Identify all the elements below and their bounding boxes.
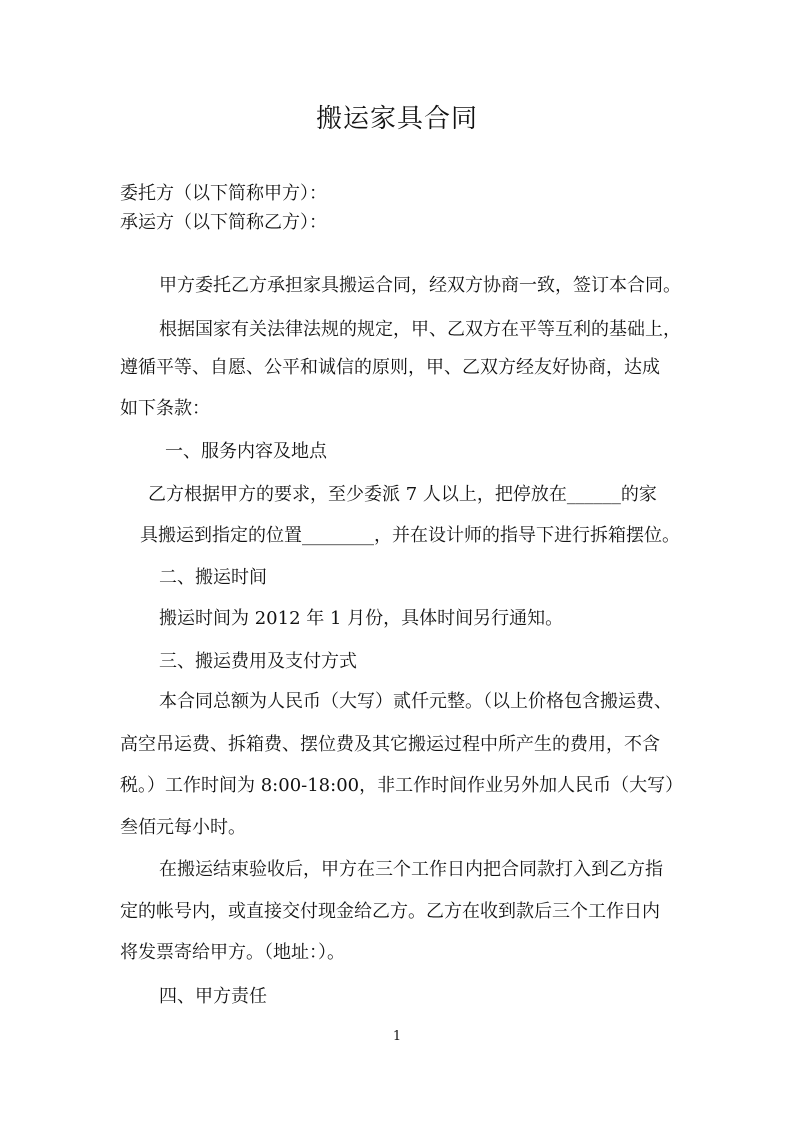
principle-paragraph-line-2: 遵循平等、自愿、公平和诚信的原则，甲、乙双方经友好协商，达成: [120, 357, 660, 378]
section-3-paragraph-2-line-1: 在搬运结束验收后，甲方在三个工作日内把合同款打入到乙方指: [159, 859, 663, 880]
carrier-party-line: 承运方（以下简称乙方）：: [120, 212, 327, 233]
section-3-heading: 三、搬运费用及支付方式: [159, 651, 357, 672]
section-1-heading: 一、服务内容及地点: [165, 441, 327, 462]
page-number: 1: [392, 1029, 402, 1044]
section-2-heading: 二、搬运时间: [159, 567, 267, 588]
principle-paragraph-line-1: 根据国家有关法律法规的规定，甲、乙双方在平等互利的基础上，: [159, 319, 681, 340]
principle-paragraph-line-3: 如下条款：: [120, 398, 210, 419]
section-1-paragraph-line-1: 乙方根据甲方的要求，至少委派 7 人以上，把停放在______的家: [148, 484, 657, 505]
section-3-paragraph-2-line-2: 定的帐号内，或直接交付现金给乙方。乙方在收到款后三个工作日内: [120, 901, 660, 922]
section-3-paragraph-1-line-1: 本合同总额为人民币（大写）贰仟元整。（以上价格包含搬运费、: [159, 691, 672, 712]
section-3-paragraph-2-line-3: 将发票寄给甲方。（地址：）。: [120, 942, 345, 963]
document-title: 搬运家具合同: [315, 104, 478, 134]
intro-paragraph: 甲方委托乙方承担家具搬运合同，经双方协商一致，签订本合同。: [159, 275, 681, 296]
section-4-heading: 四、甲方责任: [159, 986, 267, 1007]
section-3-paragraph-1-line-4: 叁佰元每小时。: [120, 817, 246, 838]
section-2-paragraph: 搬运时间为 2012 年 1 月份，具体时间另行通知。: [159, 608, 564, 629]
client-party-line: 委托方（以下简称甲方）：: [120, 183, 327, 204]
section-1-paragraph-line-2: 具搬运到指定的位置________，并在设计师的指导下进行拆箱摆位。: [140, 525, 680, 546]
section-3-paragraph-1-line-2: 高空吊运费、拆箱费、摆位费及其它搬运过程中所产生的费用，不含: [120, 734, 660, 755]
section-3-paragraph-1-line-3: 税。）工作时间为 8:00-18:00，非工作时间作业另外加人民币（大写）: [120, 775, 684, 796]
